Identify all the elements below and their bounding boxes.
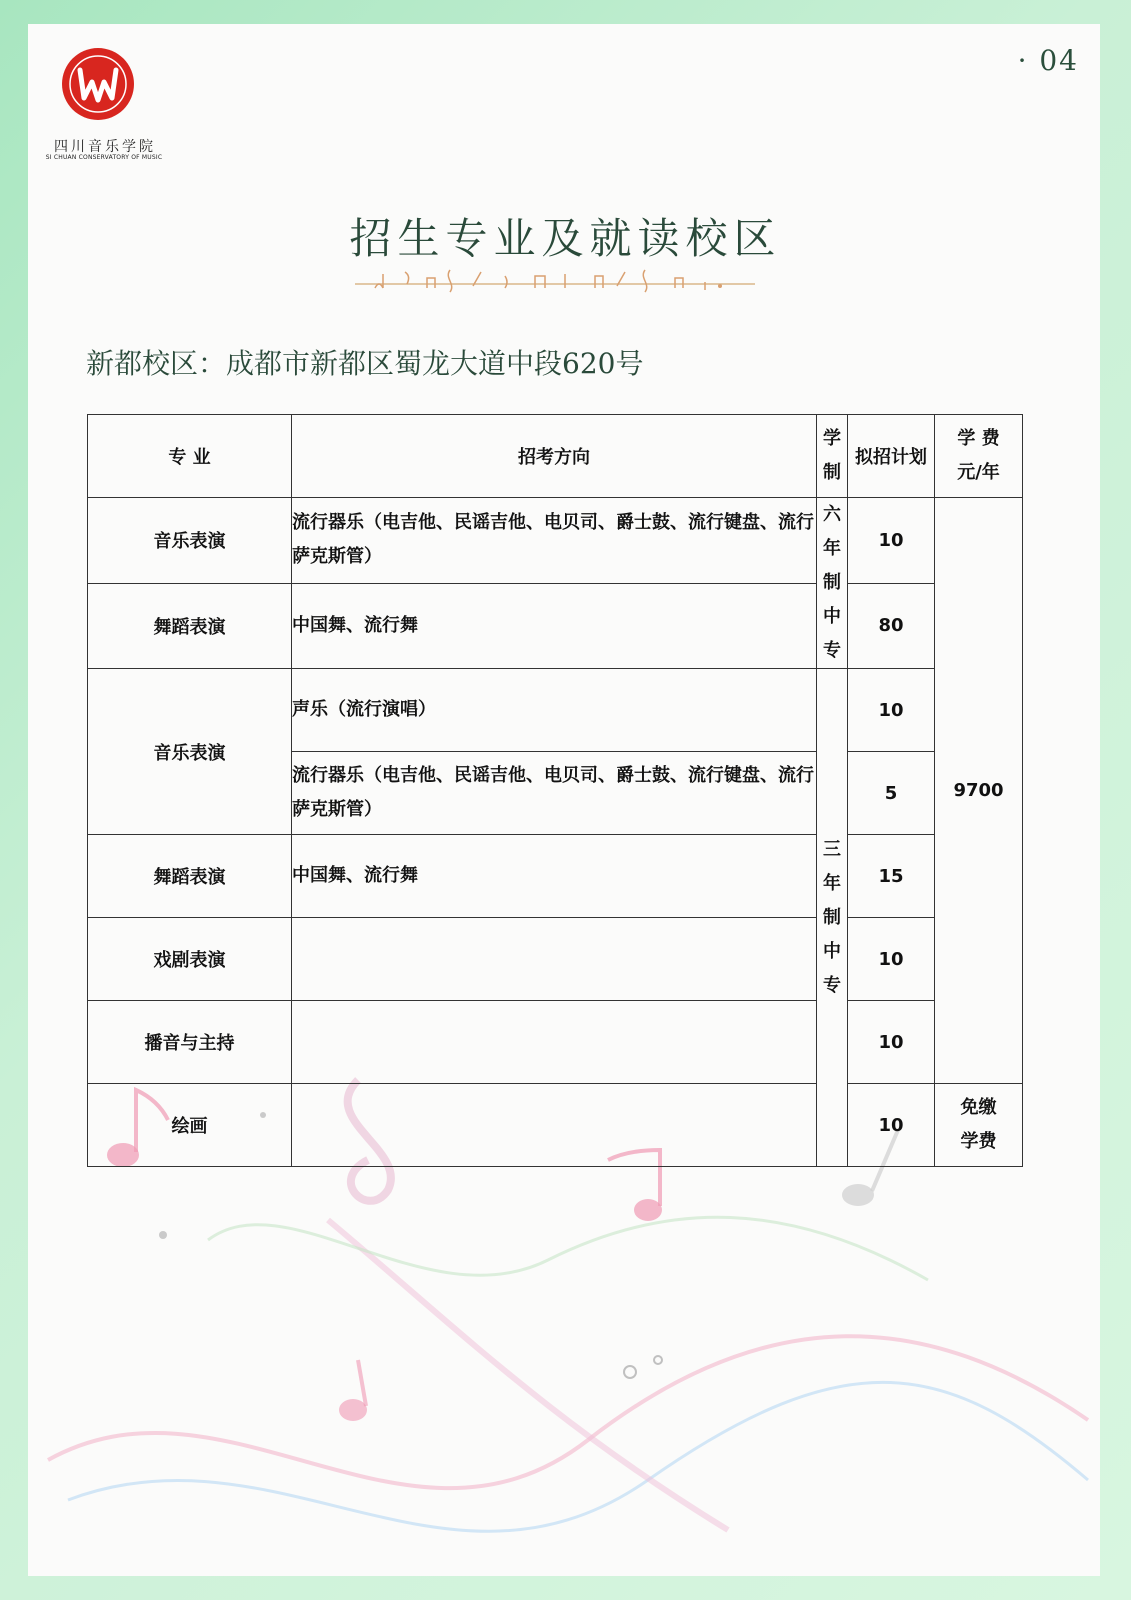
header-plan: 拟招计划 [848,415,935,498]
header-direction: 招考方向 [292,415,817,498]
page-title: 招生专业及就读校区 [349,214,782,263]
row-major: 音乐表演 [88,498,292,584]
row-plan: 10 [848,918,935,1001]
campus-address: 新都校区：成都市新都区蜀龙大道中段620号 [86,347,644,380]
table-row [88,835,1023,918]
table-row [88,669,1023,752]
duration-six-year: 六年制中专 [817,498,848,669]
header-duration: 学制 [817,415,848,498]
row-plan: 5 [848,752,935,835]
row-major: 音乐表演 [88,669,292,835]
row-direction: 流行器乐（电吉他、民谣吉他、电贝司、爵士鼓、流行键盘、流行萨克斯管） [292,498,817,584]
duration-three-year: 三年制中专 [817,669,848,1167]
row-plan: 10 [848,498,935,584]
row-major: 播音与主持 [88,1001,292,1084]
table-row [88,1001,1023,1084]
logo-name-cn: 四川音乐学院 [54,139,156,155]
page-number: · 04 [1017,44,1079,77]
row-direction [292,1001,817,1084]
table-header-row [88,415,1023,498]
row-direction: 流行器乐（电吉他、民谣吉他、电贝司、爵士鼓、流行键盘、流行萨克斯管） [292,752,817,835]
table-row [88,583,1023,669]
header-fee: 学 费 元/年 [935,415,1023,498]
header-major: 专 业 [88,415,292,498]
row-plan: 10 [848,1001,935,1084]
table-row [88,918,1023,1001]
row-direction: 中国舞、流行舞 [292,583,817,669]
table-row [88,498,1023,584]
row-direction: 声乐（流行演唱） [292,669,817,752]
table-row [88,1084,1023,1167]
fee-value: 9700 [935,498,1023,1084]
row-plan: 10 [848,1084,935,1167]
row-plan: 10 [848,669,935,752]
music-staff-ornament [355,262,755,302]
row-major: 舞蹈表演 [88,835,292,918]
logo-name-en: SI CHUAN CONSERVATORY OF MUSIC [45,154,163,161]
row-direction: 中国舞、流行舞 [292,835,817,918]
fee-free: 免缴学费 [935,1084,1023,1167]
row-plan: 15 [848,835,935,918]
row-plan: 80 [848,583,935,669]
row-direction [292,1084,817,1167]
admissions-table [87,414,1023,1167]
row-major: 舞蹈表演 [88,583,292,669]
row-major: 绘画 [88,1084,292,1167]
row-major: 戏剧表演 [88,918,292,1001]
row-direction [292,918,817,1001]
